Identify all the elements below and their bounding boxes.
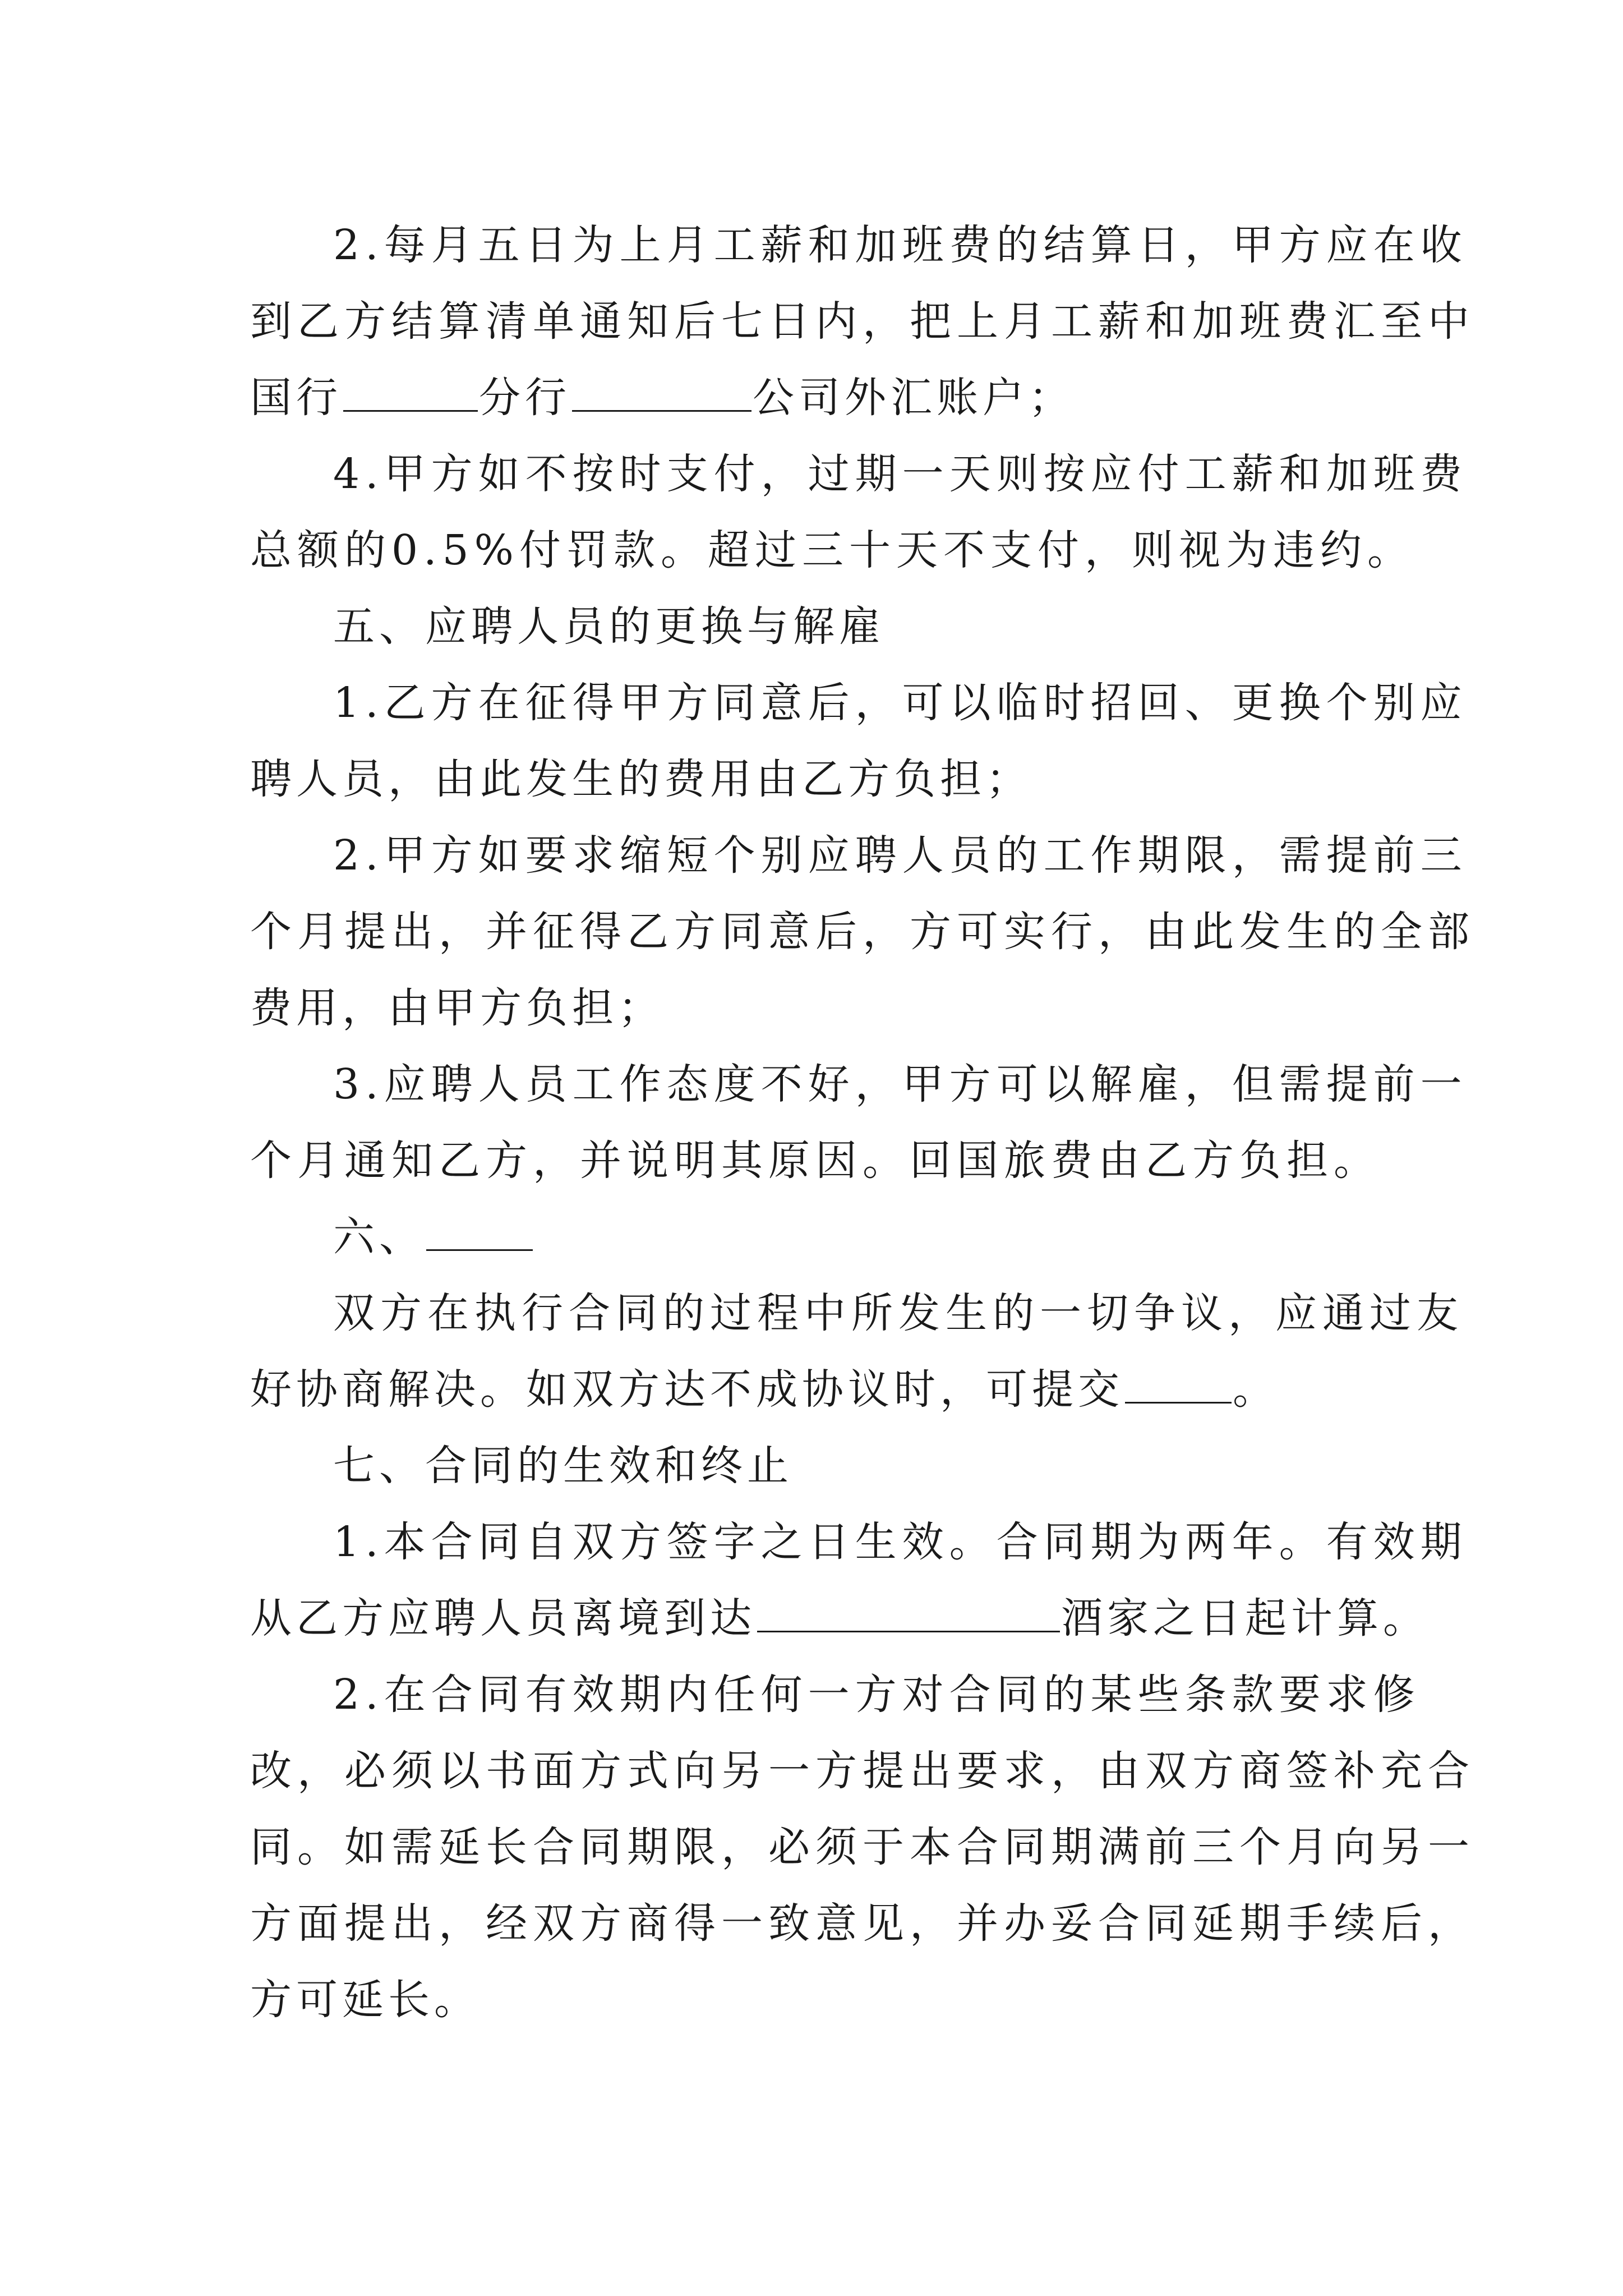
section-5-heading: 五、应聘人员的更换与解雇 [333, 602, 885, 651]
text-segment: 。 [1233, 1365, 1279, 1414]
clause-4-2-line-2: 到乙方结算清单通知后七日内，把上月工薪和加班费汇至中 [250, 297, 1475, 346]
clause-5-2-line-2: 个月提出，并征得乙方同意后，方可实行，由此发生的全部 [250, 908, 1475, 956]
text-segment: 从乙方应聘人员离境到达 [250, 1594, 756, 1642]
text-segment: 分行 [479, 374, 571, 422]
text-segment: 六、 [333, 1213, 425, 1261]
text-segment: 酒家之日起计算。 [1061, 1594, 1429, 1642]
clause-7-1-line-1: 1.本合同自双方签字之日生效。合同期为两年。有效期 [333, 1518, 1468, 1566]
clause-4-2-line-1: 2.每月五日为上月工薪和加班费的结算日，甲方应在收 [333, 221, 1468, 269]
clause-5-3-line-2: 个月通知乙方，并说明其原因。回国旅费由乙方负担。 [250, 1137, 1381, 1185]
section-6-heading [333, 1213, 534, 1261]
clause-4-2-line-3 [250, 374, 1075, 422]
clause-6-line-1: 双方在执行合同的过程中所发生的一切争议，应通过友 [333, 1289, 1464, 1337]
clause-5-1-line-2: 聘人员，由此发生的费用由乙方负担； [250, 755, 1032, 803]
clause-4-4-line-1: 4.甲方如不按时支付，过期一天则按应付工薪和加班费 [333, 450, 1468, 498]
clause-7-2-line-3: 同。如需延长合同期限，必须于本合同期满前三个月向另一 [250, 1823, 1475, 1871]
clause-6-line-2 [250, 1365, 1279, 1414]
clause-7-2-line-1: 2.在合同有效期内任何一方对合同的某些条款要求修 [333, 1671, 1421, 1719]
blank-arbitration-body [1125, 1400, 1232, 1404]
clause-5-2-line-1: 2.甲方如要求缩短个别应聘人员的工作期限，需提前三 [333, 831, 1468, 880]
text-segment: 好协商解决。如双方达不成协议时，可提交 [250, 1365, 1124, 1414]
text-segment: 国行 [250, 374, 342, 422]
clause-4-4-line-2: 总额的0.5%付罚款。超过三十天不支付，则视为违约。 [250, 526, 1414, 574]
clause-7-1-line-2 [250, 1594, 1429, 1642]
section-7-heading: 七、合同的生效和终止 [333, 1442, 793, 1490]
blank-section-6-title [426, 1247, 533, 1251]
clause-7-2-line-4: 方面提出，经双方商得一致意见，并办妥合同延期手续后， [250, 1899, 1475, 1948]
clause-5-2-line-3: 费用，由甲方负担； [250, 984, 664, 1032]
blank-hotel-name [757, 1628, 1060, 1632]
blank-bank-name [343, 408, 478, 412]
clause-7-2-line-5: 方可延长。 [250, 1976, 480, 2024]
clause-5-3-line-1: 3.应聘人员工作态度不好，甲方可以解雇，但需提前一 [333, 1060, 1468, 1108]
blank-company-name [572, 408, 751, 412]
clause-7-2-line-2: 改，必须以书面方式向另一方提出要求，由双方商签补充合 [250, 1747, 1475, 1795]
clause-5-1-line-1: 1.乙方在征得甲方同意后，可以临时招回、更换个别应 [333, 679, 1468, 727]
text-segment: 公司外汇账户； [753, 374, 1075, 422]
